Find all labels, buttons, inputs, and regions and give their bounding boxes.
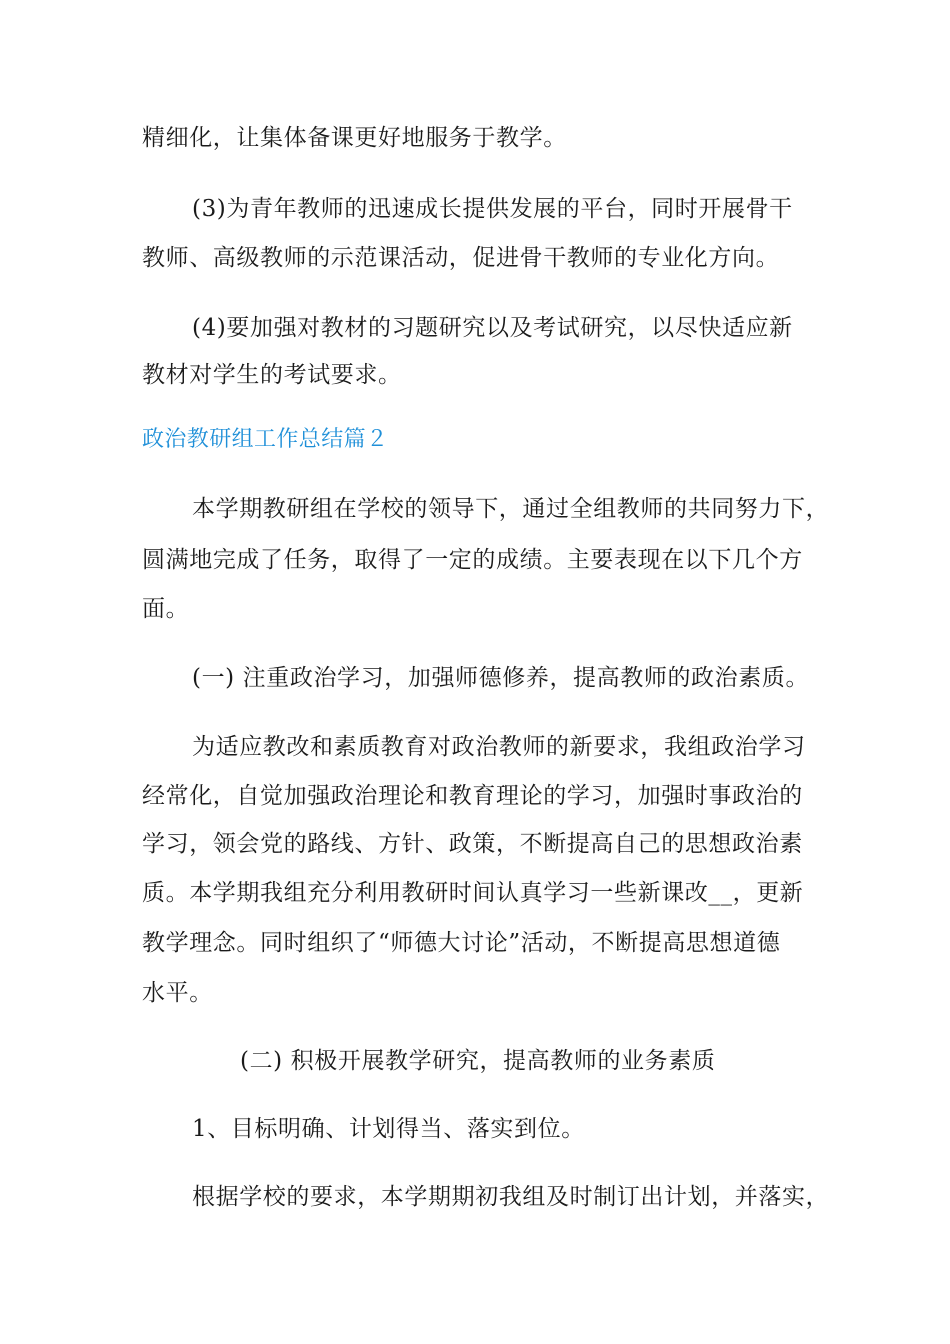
paragraph-line: (4)要加强对教材的习题研究以及考试研究，以尽快适应新 xyxy=(192,315,793,341)
paragraph-line: 质。本学期我组充分利用教研时间认真学习一些新课改__，更新 xyxy=(142,880,804,906)
paragraph-line: 教学理念。同时组织了“师德大讨论”活动，不断提高思想道德 xyxy=(142,930,781,956)
paragraph-line: 水平。 xyxy=(142,980,213,1006)
subsection-title: (一) 注重政治学习，加强师德修养，提高教师的政治素质。 xyxy=(192,665,810,691)
section-heading: 政治教研组工作总结篇２ xyxy=(142,427,389,452)
list-item: 1、目标明确、计划得当、落实到位。 xyxy=(192,1116,585,1142)
paragraph-line: 精细化，让集体备课更好地服务于教学。 xyxy=(142,125,567,151)
paragraph-line: 教师、高级教师的示范课活动，促进骨干教师的专业化方向。 xyxy=(142,245,780,271)
paragraph-line: 教材对学生的考试要求。 xyxy=(142,362,402,388)
paragraph-line: 经常化，自觉加强政治理论和教育理论的学习，加强时事政治的 xyxy=(142,783,803,809)
paragraph-line: 本学期教研组在学校的领导下，通过全组教师的共同努力下， xyxy=(192,496,830,522)
paragraph-line: 根据学校的要求，本学期期初我组及时制订出计划，并落实， xyxy=(192,1184,830,1210)
subsection-title: (二) 积极开展教学研究，提高教师的业务素质 xyxy=(240,1048,716,1074)
paragraph-line: 为适应教改和素质教育对政治教师的新要求，我组政治学习 xyxy=(192,734,806,760)
paragraph-line: (3)为青年教师的迅速成长提供发展的平台，同时开展骨干 xyxy=(192,196,793,222)
paragraph-line: 圆满地完成了任务，取得了一定的成绩。主要表现在以下几个方 xyxy=(142,547,803,573)
paragraph-line: 学习，领会党的路线、方针、政策，不断提高自己的思想政治素 xyxy=(142,831,803,857)
paragraph-line: 面。 xyxy=(142,596,190,622)
